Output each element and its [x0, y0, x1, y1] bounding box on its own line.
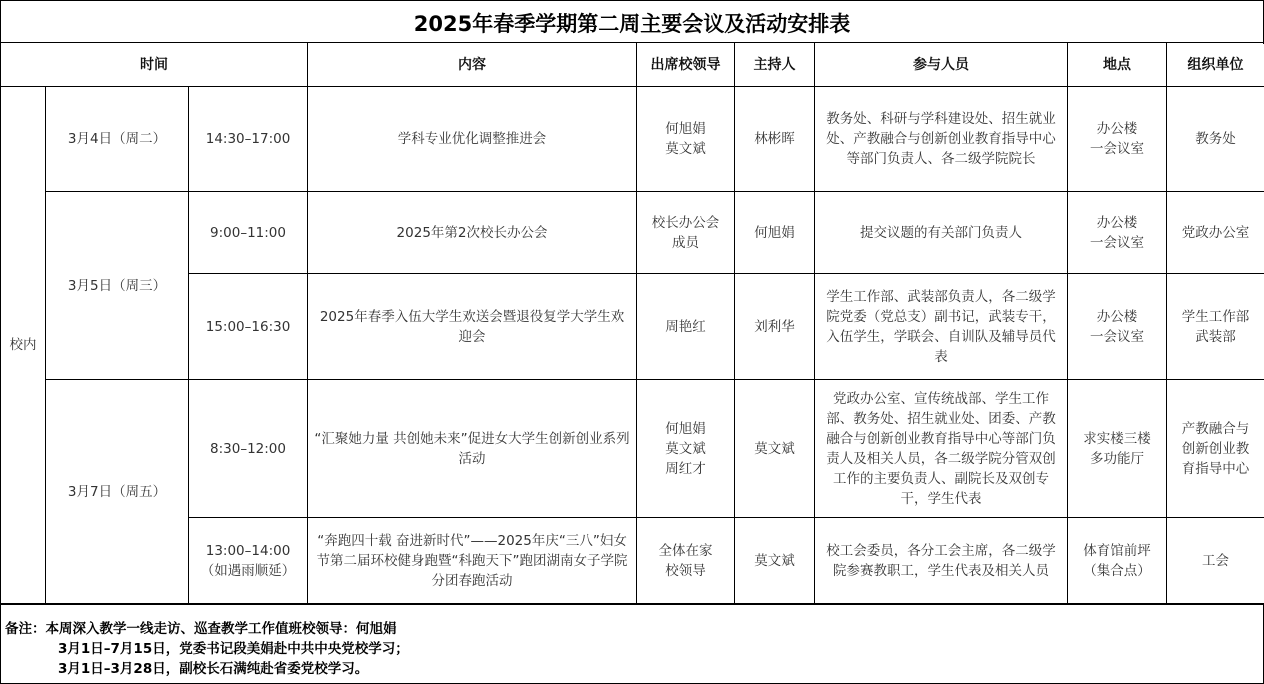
date-cell: 3月4日（周二） [46, 87, 189, 192]
header-leaders: 出席校领导 [637, 43, 735, 87]
location-cell [1068, 518, 1167, 604]
leader-name: 周艳红 [665, 318, 706, 335]
table-row [1, 380, 1264, 518]
leader-name: 校长办公会 [651, 214, 720, 231]
participants-cell: 教务处、科研与学科建设处、招生就业处、产教融合与创新创业教育指导中心等部门负责人、各二级学院院长 [815, 87, 1068, 192]
table-row [1, 192, 1264, 274]
location-line: 办公楼 [1096, 121, 1138, 137]
leaders-cell [637, 87, 735, 192]
header-location: 地点 [1068, 43, 1167, 87]
time-cell: 9:00–11:00 [189, 192, 308, 274]
notes-section [0, 603, 1264, 684]
campus-label: 校内 [1, 87, 46, 604]
leader-name: 何旭娟 [665, 420, 706, 437]
note-line: 3月1日–7月15日，党委书记段美娟赴中共中央党校学习； [58, 641, 409, 657]
table-row [1, 87, 1264, 192]
header-host: 主持人 [735, 43, 815, 87]
header-time: 时间 [1, 43, 308, 87]
organizer-cell [1167, 518, 1264, 604]
time-cell [189, 518, 308, 604]
location-cell [1068, 87, 1167, 192]
leader-name: 校领导 [665, 562, 706, 579]
host-cell: 刘利华 [735, 274, 815, 380]
leader-name: 何旭娟 [665, 121, 706, 137]
table-row [1, 274, 1264, 380]
location-line: 多功能厅 [1090, 450, 1145, 467]
time-note: （如遇雨顺延） [200, 562, 296, 579]
organizer-cell [1167, 380, 1264, 518]
organizer-cell [1167, 192, 1264, 274]
organizer-line: 产教融合与 [1181, 420, 1250, 437]
leaders-cell [637, 380, 735, 518]
location-line: 一会议室 [1090, 234, 1145, 251]
location-cell [1068, 274, 1167, 380]
location-line: 体育馆前坪 [1083, 542, 1151, 559]
leader-name: 周红才 [665, 460, 706, 477]
content-cell: “汇聚她力量 共创她未来”促进女大学生创新创业系列活动 [308, 380, 637, 518]
location-line: 办公楼 [1096, 308, 1138, 325]
organizer-line: 教务处 [1195, 131, 1236, 147]
content-cell: 2025年第2次校长办公会 [308, 192, 637, 274]
location-cell [1068, 380, 1167, 518]
organizer-cell [1167, 87, 1264, 192]
content-cell: “奔跑四十载 奋进新时代”——2025年庆“三八”妇女节第二届环校健身跑暨“科跑天下”跑团湖南女子学院分团春跑活动 [308, 518, 637, 604]
date-cell: 3月5日（周三） [46, 192, 189, 380]
participants-cell: 党政办公室、宣传统战部、学生工作部、教务处、招生就业处、团委、产教融合与创新创业教育指导中心等部门负责人及相关人员，各二级学院分管双创工作的主要负责人、副院长及双创专干，学生代表 [815, 380, 1068, 518]
leaders-cell [637, 192, 735, 274]
time-cell: 14:30–17:00 [189, 87, 308, 192]
organizer-cell [1167, 274, 1264, 380]
header-participants: 参与人员 [815, 43, 1068, 87]
location-line: 一会议室 [1090, 328, 1145, 345]
table-row [1, 518, 1264, 604]
time-cell: 15:00–16:30 [189, 274, 308, 380]
host-cell: 莫文斌 [735, 518, 815, 604]
time-cell: 8:30–12:00 [189, 380, 308, 518]
host-cell: 莫文斌 [735, 380, 815, 518]
leaders-cell [637, 518, 735, 604]
participants-cell: 提交议题的有关部门负责人 [815, 192, 1068, 274]
host-cell: 何旭娟 [735, 192, 815, 274]
leaders-cell [637, 274, 735, 380]
content-cell: 2025年春季入伍大学生欢送会暨退役复学大学生欢迎会 [308, 274, 637, 380]
organizer-line: 育指导中心 [1181, 460, 1250, 477]
location-line: 求实楼三楼 [1083, 430, 1151, 447]
header-organizer: 组织单位 [1167, 43, 1264, 87]
header-row [1, 43, 1264, 87]
note-line: 3月1日–3月28日，副校长石满纯赴省委党校学习。 [58, 661, 369, 677]
note-line: 备注：本周深入教学一线走访、巡查教学工作值班校领导：何旭娟 [5, 621, 397, 637]
location-cell [1068, 192, 1167, 274]
host-cell: 林彬晖 [735, 87, 815, 192]
content-cell: 学科专业优化调整推进会 [308, 87, 637, 192]
page-title: 2025年春季学期第二周主要会议及活动安排表 [0, 0, 1264, 44]
leader-name: 莫文斌 [665, 141, 706, 157]
time-value: 13:00–14:00 [205, 542, 291, 559]
leader-name: 成员 [672, 234, 700, 251]
location-line: 办公楼 [1096, 214, 1138, 231]
location-line: （集合点） [1083, 562, 1151, 579]
organizer-line: 武装部 [1195, 328, 1236, 345]
leader-name: 莫文斌 [665, 440, 706, 457]
schedule-table [0, 42, 1264, 604]
organizer-line: 创新创业教 [1181, 440, 1250, 457]
organizer-line: 党政办公室 [1181, 224, 1250, 241]
organizer-line: 工会 [1202, 552, 1230, 569]
participants-cell: 学生工作部、武装部负责人，各二级学院党委（党总支）副书记，武装专干，入伍学生，学联会、自训队及辅导员代表 [815, 274, 1068, 380]
location-line: 一会议室 [1090, 141, 1145, 157]
leader-name: 全体在家 [658, 542, 713, 559]
participants-cell: 校工会委员，各分工会主席，各二级学院参赛教职工，学生代表及相关人员 [815, 518, 1068, 604]
organizer-line: 学生工作部 [1181, 308, 1250, 325]
header-content: 内容 [308, 43, 637, 87]
date-cell: 3月7日（周五） [46, 380, 189, 604]
